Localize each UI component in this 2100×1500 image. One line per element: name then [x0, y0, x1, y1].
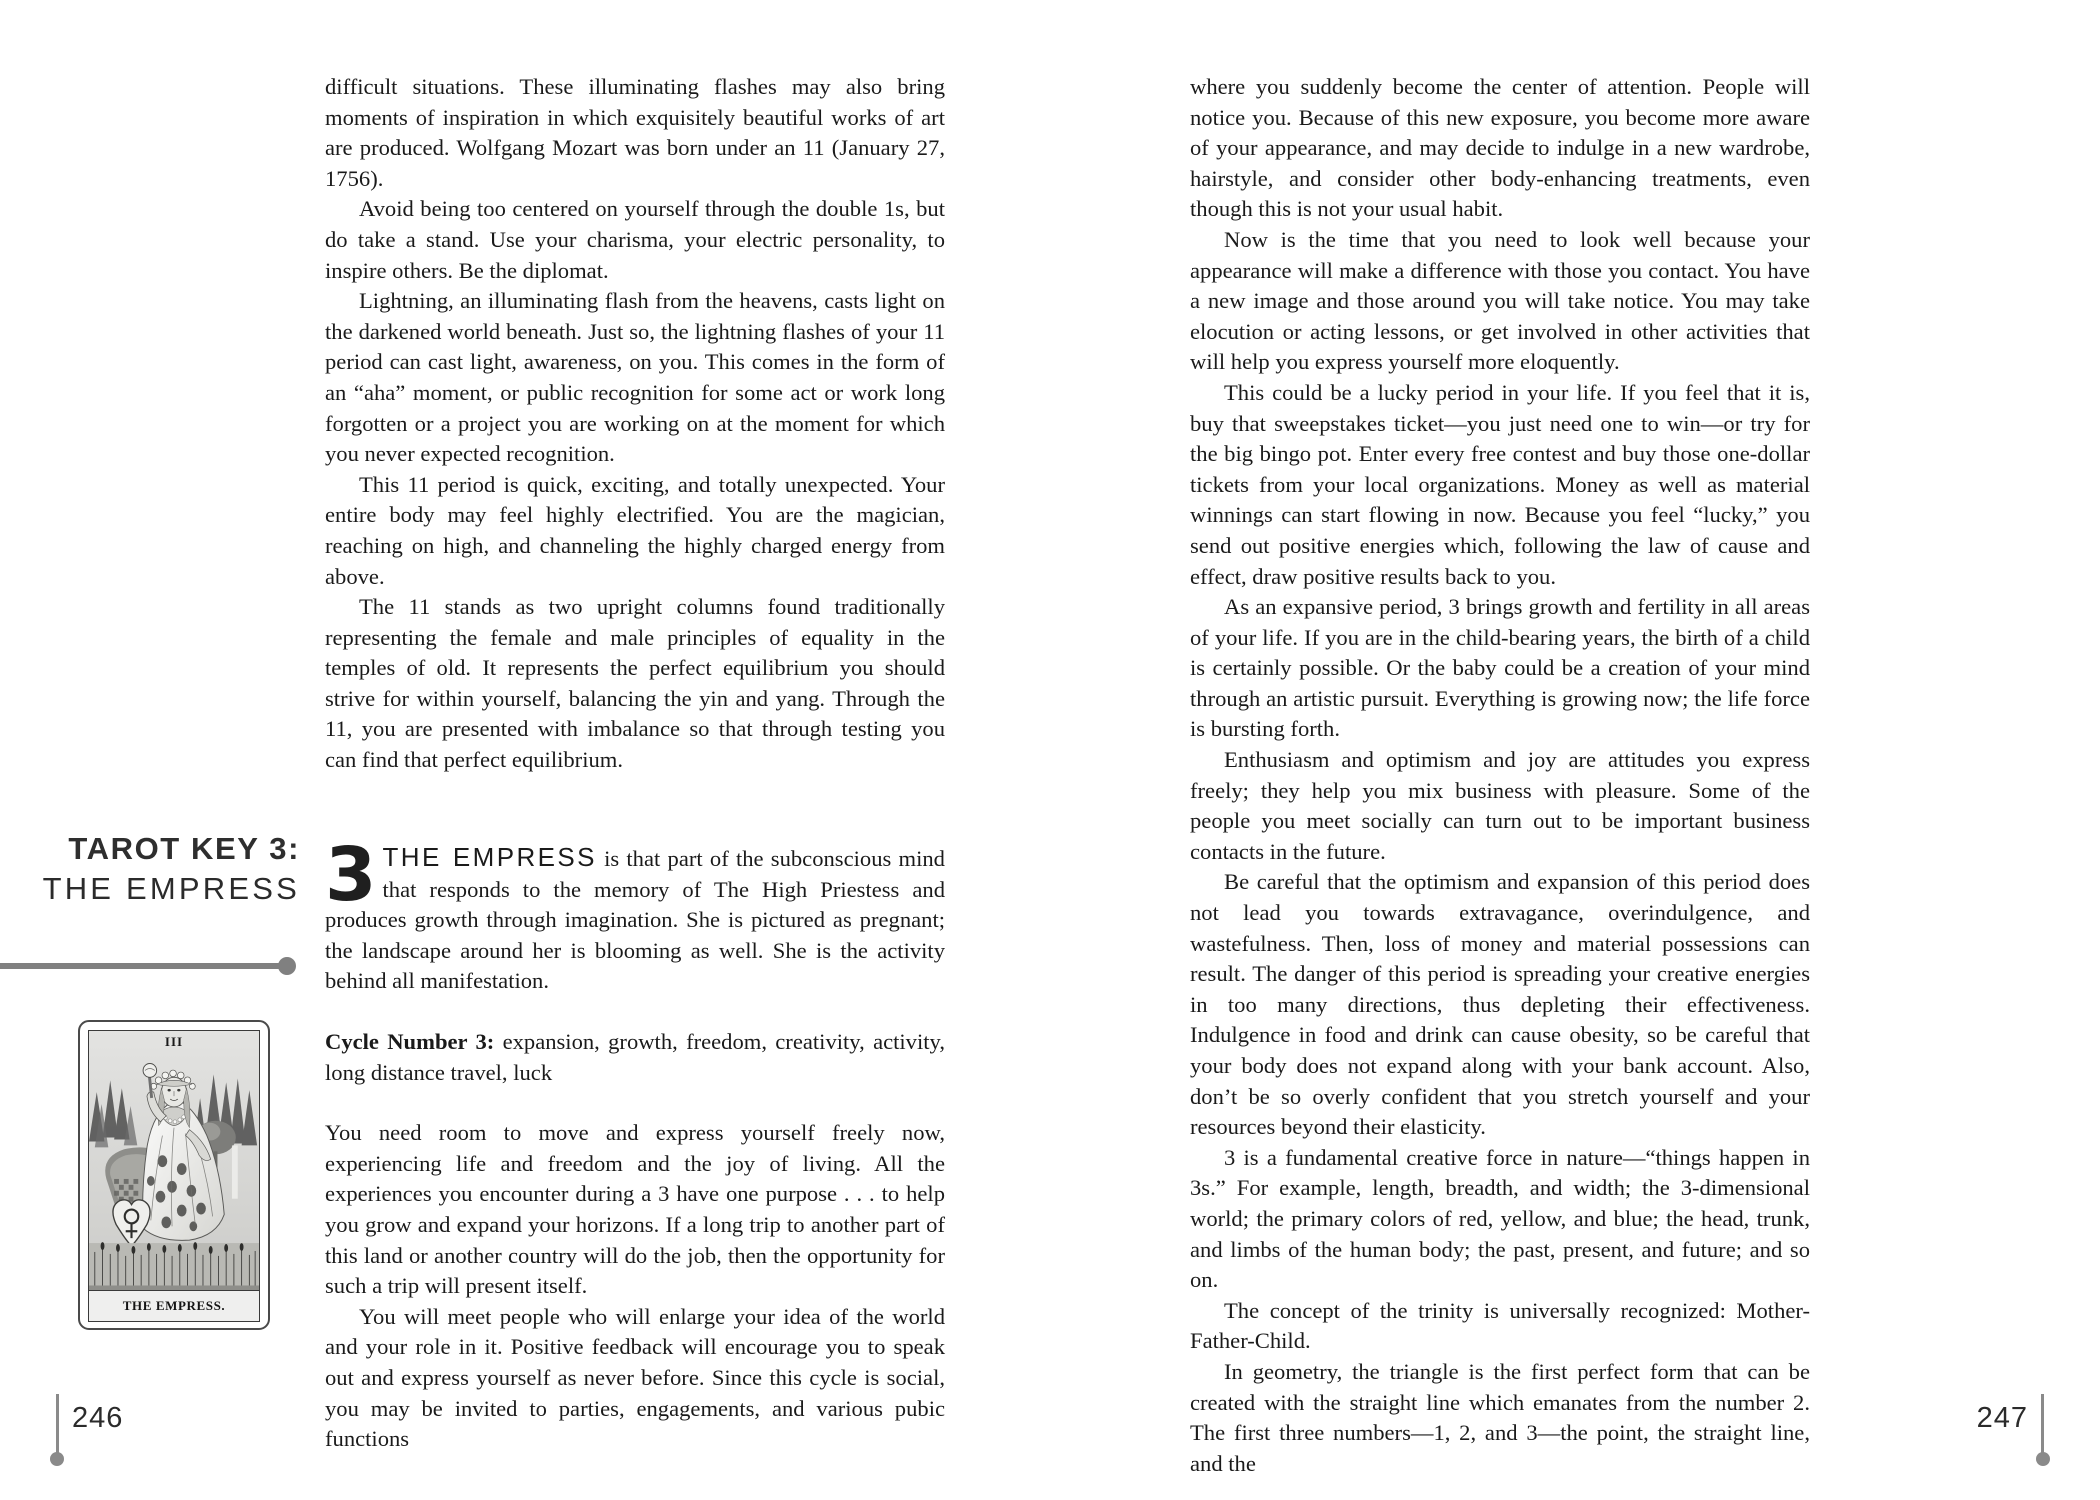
section-rule [0, 957, 300, 975]
lead-rest: is that part of the subconscious mind that responds to the memory of The High Priestess and produces growth through imagination. She is pictured as pregnant; the landscape around her is blooming as well. She is the activity behind all manifestation. [325, 846, 945, 994]
paragraph: difficult situations. These illuminating flashes may also bring moments of inspiration in which exquisitely beautiful works of art are produced. Wolfgang Mozart was born under an 11 (January 27, 1756). [325, 74, 945, 191]
section-heading-line-2: THE EMPRESS [42, 871, 300, 907]
paragraph: where you suddenly become the center of attention. People will notice you. Because of this new exposure, you become more aware of your appearance, and may decide to indulge in a new wardrobe, hairstyle, and consider other body-enhancing treatments, even though this is not your usual habit. [1190, 74, 1810, 222]
section-lead-paragraph [325, 832, 945, 997]
tarot-card [78, 1020, 270, 1330]
paragraph: The 11 stands as two upright columns found traditionally representing the female and male principles of equality in the temples of old. It represents the perfect equilibrium you should strive for within yourself, balancing the yin and yang. Through the 11, you are presented with imbalance so that through testing you can find that perfect equilibrium. [325, 594, 945, 773]
paragraph: Enthusiasm and optimism and joy are attitudes you express freely; they help you mix business with pleasure. Some of the people you meet socially can turn out to be important business contacts in the future. [1190, 747, 1810, 864]
section-heading-line-1: TAROT KEY 3: [68, 831, 300, 866]
cycle-number-paragraph [325, 1027, 945, 1088]
section-heading [40, 830, 300, 907]
spacer [325, 1088, 945, 1118]
cycle-number-text: expansion, growth, freedom, creativity, activity, long distance travel, luck [325, 1028, 946, 1085]
page-number-left: 246 [72, 1402, 124, 1434]
paragraph: You will meet people who will enlarge your idea of the world and your role in it. Positive feedback will encourage you to speak out and express yourself as never before. Since this cycle is social, you may be invited to parties, engagements, and various pubic functions [325, 1303, 945, 1452]
paragraph: As an expansive period, 3 brings growth and fertility in all areas of your life. If you are in the child-bearing years, the birth of a child is certainly possible. Or the baby could be a creation of your mind through an artistic pursuit. Everything is growing now; the life force is bursting forth. [1190, 594, 1810, 742]
folio-right [1856, 1380, 2056, 1500]
folio-stem [56, 1394, 59, 1458]
paragraph: Be careful that the optimism and expansion of this period does not lead you towards extravagance, overindulgence, and wastefulness. Then, loss of money and material possessions can result. The danger of this period is spreading your creative energies in too many directions, thus depleting their effectiveness. Indulgence in food and drink can cause obesity, so be careful that your body does not expand along with your bank account. Also, don’t be so overly confident that you stretch yourself and your resources beyond their elasticity. [1190, 869, 1810, 1140]
paragraph: You need room to move and express yourself freely now, experiencing life and freedom and the joy of living. All the experiences you encounter during a 3 have one purpose . . . to help you grow and expand your horizons. If a long trip to another part of this land or another country will do the job, then the opportunity for such a trip will present itself. [325, 1120, 945, 1299]
left-page-top-column [325, 72, 945, 776]
section-rule-dot [278, 957, 296, 975]
paragraph: This 11 period is quick, exciting, and totally unexpected. Your entire body may feel highly electrified. You are the magician, reaching on high, and channeling the highly charged energy from above. [325, 471, 945, 589]
right-page-column [1190, 72, 1810, 1479]
paragraph: 3 is a fundamental creative force in nature—“things happen in 3s.” For example, length, breadth, and width; the 3-dimensional world; the primary colors of red, yellow, and blue; the head, trunk, and limbs of the human body; the past, present, and future; and so on. [1190, 1144, 1810, 1293]
cycle-number-label: Cycle Number 3: [325, 1028, 495, 1054]
tarot-card-caption: THE EMPRESS. [89, 1290, 259, 1321]
folio-dot [50, 1452, 64, 1466]
lead-small-caps: THE EMPRESS [382, 842, 597, 872]
paragraph: Now is the time that you need to look well because your appearance will make a difference with those you contact. You have a new image and those around you will take notice. You may take elocution or acting lessons, or get involved in other activities that will help you express yourself more eloquently. [1190, 226, 1810, 375]
paragraph: Avoid being too centered on yourself through the double 1s, but do take a stand. Use your charisma, your electric personality, to inspire others. Be the diplomat. [325, 196, 945, 283]
section-rule-line [0, 963, 286, 969]
drop-cap: 3 [325, 832, 377, 918]
paragraph: Lightning, an illuminating flash from the heavens, casts light on the darkened world beneath. Just so, the lightning flashes of your 11 period can cast light, awareness, on you. This comes in the form of an “aha” moment, or public recognition for some act or work long forgotten or a project you are working on at the moment for which you never expected recognition. [325, 288, 945, 467]
empress-illustration-icon [89, 1031, 259, 1321]
right-page [1050, 0, 2100, 1500]
tarot-card-inner [88, 1030, 260, 1322]
paragraph: This could be a lucky period in your life. If you feel that it is, buy that sweepstakes ticket—you just need one to win—or try for the big bingo pot. Enter every free contest and buy those one-dollar tickets from your local organizations. Money as well as material winnings can start flowing in now. Because you feel “lucky,” you send out positive energies which, following the law of cause and effect, draw positive results back to you. [1190, 379, 1810, 589]
tarot-card-numeral: III [164, 1034, 184, 1049]
folio-dot [2036, 1452, 2050, 1466]
paragraph: In geometry, the triangle is the first perfect form that can be created with the straight line which emanates from the number 2. The first three numbers—1, 2, and 3—the point, the straight line, and the [1190, 1358, 1810, 1476]
folio-left [44, 1380, 244, 1500]
page-number-right: 247 [1976, 1402, 2028, 1434]
left-page-section-body [325, 832, 946, 1455]
spacer [325, 997, 945, 1027]
folio-stem [2041, 1394, 2044, 1458]
paragraph: The concept of the trinity is universally recognized: Mother-Father-Child. [1190, 1297, 1810, 1354]
